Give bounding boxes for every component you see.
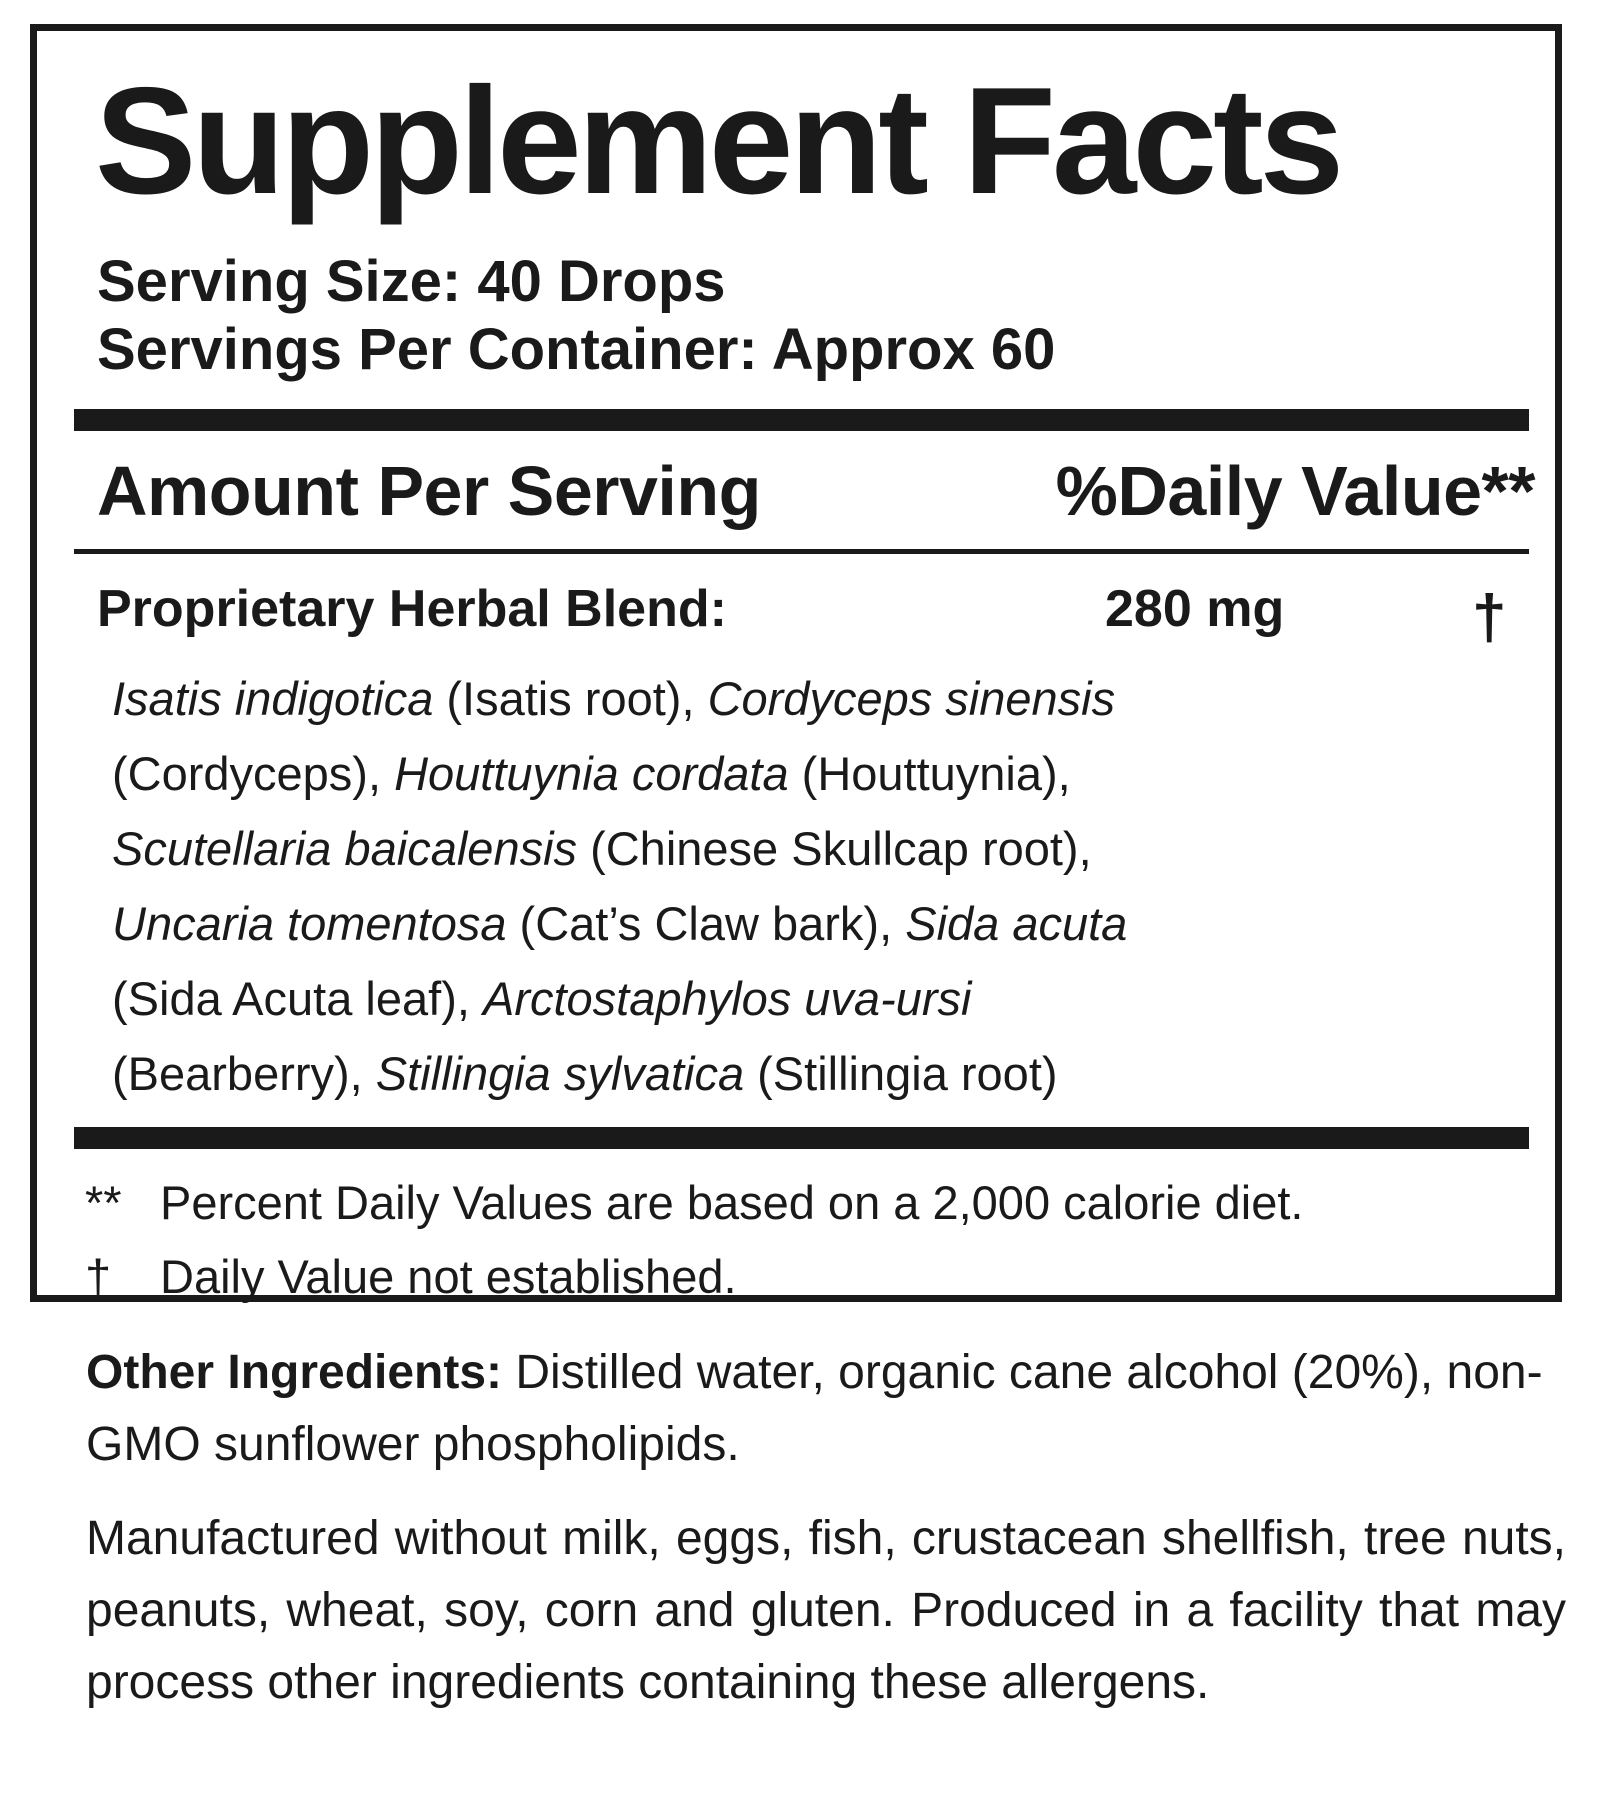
servings-per-container: Servings Per Container: Approx 60 bbox=[97, 317, 1056, 382]
footnote-text: Percent Daily Values are based on a 2,000 calorie diet. bbox=[160, 1176, 1304, 1229]
supplement-facts-panel bbox=[30, 24, 1562, 1302]
footnote-text: Daily Value not established. bbox=[160, 1250, 737, 1303]
thin-divider bbox=[74, 549, 1529, 554]
common-name: (Stillingia root) bbox=[744, 1047, 1058, 1100]
botanical-name: Cordyceps sinensis bbox=[707, 672, 1116, 725]
serving-size: Serving Size: 40 Drops bbox=[97, 249, 726, 314]
common-name: (Sida Acuta leaf), bbox=[112, 972, 483, 1025]
botanical-name: Sida acuta bbox=[905, 897, 1128, 950]
botanical-name: Uncaria tomentosa bbox=[112, 897, 507, 950]
ingredient-line bbox=[112, 661, 1127, 736]
other-ingredients bbox=[86, 1337, 1566, 1481]
blend-daily-value: † bbox=[1472, 583, 1507, 652]
ingredient-line bbox=[112, 811, 1127, 886]
common-name: (Bearberry), bbox=[112, 1047, 376, 1100]
other-ingredients-text: Distilled water, organic cane alcohol (20%), non-GMO sunflower phospholipids. bbox=[86, 1346, 1543, 1471]
ingredient-line bbox=[112, 736, 1127, 811]
footnote-symbol: † bbox=[85, 1250, 112, 1303]
botanical-name: Houttuynia cordata bbox=[394, 747, 789, 800]
allergen-statement: Manufactured without milk, eggs, fish, crustacean shellfish, tree nuts, peanuts, wheat, soy, corn and gluten. Produced in a facility that may process other ingredients containing these allergens. bbox=[86, 1512, 1566, 1709]
amount-per-serving-header: Amount Per Serving bbox=[97, 452, 761, 530]
common-name: (Cat’s Claw bark), bbox=[506, 897, 906, 950]
ingredient-line bbox=[112, 961, 1127, 1036]
footnote-symbol: ** bbox=[85, 1176, 122, 1229]
other-ingredients-label: Other Ingredients: bbox=[86, 1346, 503, 1399]
botanical-name: Isatis indigotica bbox=[112, 672, 434, 725]
panel-title: Supplement Facts bbox=[95, 56, 1341, 226]
blend-amount: 280 mg bbox=[1105, 580, 1285, 638]
thick-divider bbox=[74, 1127, 1529, 1149]
daily-value-header: %Daily Value** bbox=[1055, 452, 1535, 530]
common-name: (Isatis root), bbox=[433, 672, 708, 725]
blend-ingredient-list bbox=[112, 661, 1127, 1111]
common-name: (Houttuynia), bbox=[788, 747, 1071, 800]
botanical-name: Scutellaria baicalensis bbox=[112, 822, 578, 875]
ingredient-line bbox=[112, 1036, 1127, 1111]
common-name: (Chinese Skullcap root), bbox=[577, 822, 1092, 875]
common-name: (Cordyceps), bbox=[112, 747, 395, 800]
footnote bbox=[85, 1250, 737, 1303]
thick-divider bbox=[74, 409, 1529, 431]
ingredient-line bbox=[112, 886, 1127, 961]
botanical-name: Arctostaphylos uva-ursi bbox=[482, 972, 972, 1025]
botanical-name: Stillingia sylvatica bbox=[375, 1047, 745, 1100]
footnote bbox=[85, 1176, 1304, 1229]
blend-name: Proprietary Herbal Blend: bbox=[97, 580, 727, 638]
